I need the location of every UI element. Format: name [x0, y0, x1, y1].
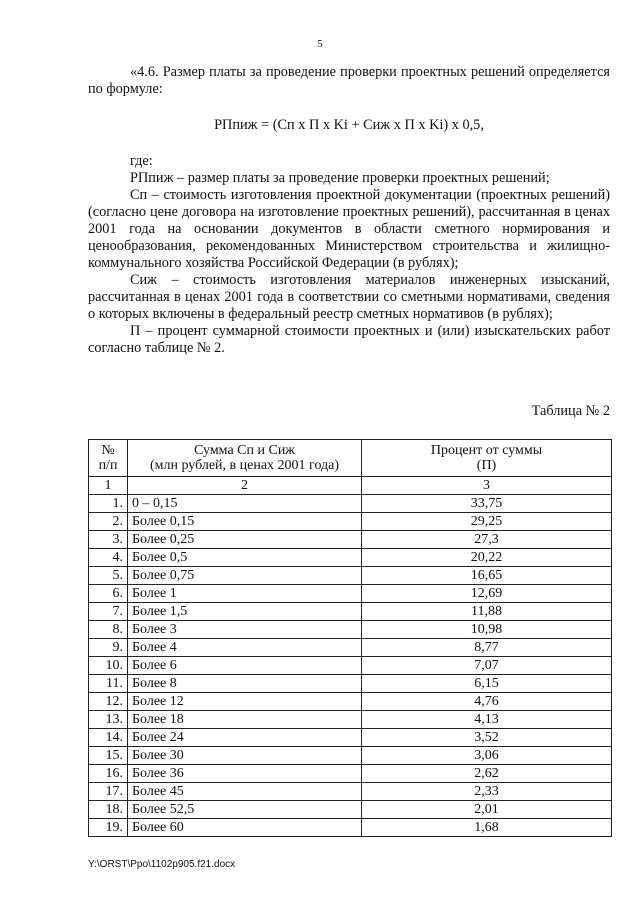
table-row: [89, 531, 612, 549]
row-number: 19.: [89, 819, 128, 837]
row-number: 6.: [89, 585, 128, 603]
row-number: 4.: [89, 549, 128, 567]
row-percent: 27,3: [362, 531, 612, 549]
header-percent: [362, 440, 612, 477]
row-percent: 2,01: [362, 801, 612, 819]
row-percent: 4,13: [362, 711, 612, 729]
table-row: [89, 621, 612, 639]
header-number-line1: №: [101, 443, 115, 458]
row-percent: 6,15: [362, 675, 612, 693]
table-row: [89, 765, 612, 783]
row-sum: Более 18: [128, 711, 362, 729]
row-percent: 8,77: [362, 639, 612, 657]
row-number: 13.: [89, 711, 128, 729]
row-number: 16.: [89, 765, 128, 783]
intro-paragraph: «4.6. Размер платы за проведение проверки проектных решений определяется по формуле:: [88, 64, 610, 97]
row-percent: 33,75: [362, 495, 612, 513]
table-row: [89, 585, 612, 603]
table-row: [89, 801, 612, 819]
row-sum: Более 0,75: [128, 567, 362, 585]
definition-sizh: Сиж – стоимость изготовления материалов инженерных изысканий, рассчитанная в ценах 2001 года в соответствии со сметными нормативами, сведения о которых включены в федеральный реестр сметных нормативов (в рублях);: [88, 272, 610, 322]
column-number-row: [89, 477, 612, 495]
table-row: [89, 603, 612, 621]
row-number: 17.: [89, 783, 128, 801]
definition-p: П – процент суммарной стоимости проектных и (или) изыскательских работ согласно таблице № 2.: [88, 323, 610, 356]
row-sum: Более 60: [128, 819, 362, 837]
row-percent: 10,98: [362, 621, 612, 639]
table-row: [89, 693, 612, 711]
row-number: 1.: [89, 495, 128, 513]
row-sum: 0 – 0,15: [128, 495, 362, 513]
table-header-row: [89, 440, 612, 477]
table-row: [89, 819, 612, 837]
row-percent: 20,22: [362, 549, 612, 567]
row-number: 9.: [89, 639, 128, 657]
header-number: [89, 440, 128, 477]
row-sum: Более 6: [128, 657, 362, 675]
percent-table: [88, 439, 612, 837]
row-sum: Более 4: [128, 639, 362, 657]
table-row: [89, 495, 612, 513]
row-sum: Более 30: [128, 747, 362, 765]
row-number: 14.: [89, 729, 128, 747]
table-row: [89, 729, 612, 747]
definition-rppizh: РПпиж – размер платы за проведение проверки проектных решений;: [130, 170, 550, 186]
page-number: 5: [317, 38, 323, 50]
row-percent: 2,62: [362, 765, 612, 783]
table-row: [89, 711, 612, 729]
row-sum: Более 12: [128, 693, 362, 711]
row-number: 3.: [89, 531, 128, 549]
row-sum: Более 1,5: [128, 603, 362, 621]
header-sum-line2: (млн рублей, в ценах 2001 года): [149, 458, 340, 473]
table-row: [89, 657, 612, 675]
header-sum-line1: Сумма Сп и Сиж: [194, 443, 295, 458]
file-path-footer: Y:\ORST\Ppo\1102p905.f21.docx: [88, 859, 236, 870]
row-number: 8.: [89, 621, 128, 639]
row-number: 10.: [89, 657, 128, 675]
row-number: 5.: [89, 567, 128, 585]
row-number: 12.: [89, 693, 128, 711]
header-percent-line2: (П): [476, 458, 497, 473]
table-row: [89, 549, 612, 567]
row-number: 7.: [89, 603, 128, 621]
row-percent: 29,25: [362, 513, 612, 531]
row-percent: 12,69: [362, 585, 612, 603]
formula: РПпиж = (Сп х П х Ki + Сиж х П х Ki) х 0,5,: [214, 117, 484, 133]
column-number-3: 3: [362, 477, 612, 495]
row-sum: Более 36: [128, 765, 362, 783]
row-percent: 11,88: [362, 603, 612, 621]
row-sum: Более 24: [128, 729, 362, 747]
table-row: [89, 783, 612, 801]
row-sum: Более 0,5: [128, 549, 362, 567]
row-number: 18.: [89, 801, 128, 819]
row-number: 11.: [89, 675, 128, 693]
header-sum: [128, 440, 362, 477]
row-percent: 16,65: [362, 567, 612, 585]
header-percent-line1: Процент от суммы: [430, 443, 543, 458]
row-sum: Более 52,5: [128, 801, 362, 819]
row-percent: 4,76: [362, 693, 612, 711]
table-row: [89, 567, 612, 585]
row-percent: 3,06: [362, 747, 612, 765]
row-sum: Более 0,15: [128, 513, 362, 531]
row-percent: 7,07: [362, 657, 612, 675]
column-number-1: 1: [89, 477, 128, 495]
row-sum: Более 8: [128, 675, 362, 693]
row-sum: Более 45: [128, 783, 362, 801]
column-number-2: 2: [128, 477, 362, 495]
row-number: 15.: [89, 747, 128, 765]
table-row: [89, 675, 612, 693]
table-label: Таблица № 2: [531, 403, 610, 419]
row-sum: Более 0,25: [128, 531, 362, 549]
row-number: 2.: [89, 513, 128, 531]
table-row: [89, 747, 612, 765]
row-percent: 3,52: [362, 729, 612, 747]
row-sum: Более 1: [128, 585, 362, 603]
table-row: [89, 513, 612, 531]
header-number-line2: п/п: [98, 458, 118, 473]
row-percent: 2,33: [362, 783, 612, 801]
definition-sp: Сп – стоимость изготовления проектной документации (проектных решений) (согласно цене договора на изготовление проектных решений), рассчитанная в ценах 2001 года на основании документов в области сметного нормирования и ценообразования, рекомендованных Министерством строительства и жилищно-коммунального хозяйства Российской Федерации (в рублях);: [88, 187, 610, 271]
table-row: [89, 639, 612, 657]
where-label: где:: [130, 153, 153, 169]
row-percent: 1,68: [362, 819, 612, 837]
row-sum: Более 3: [128, 621, 362, 639]
document-body: [88, 64, 610, 357]
